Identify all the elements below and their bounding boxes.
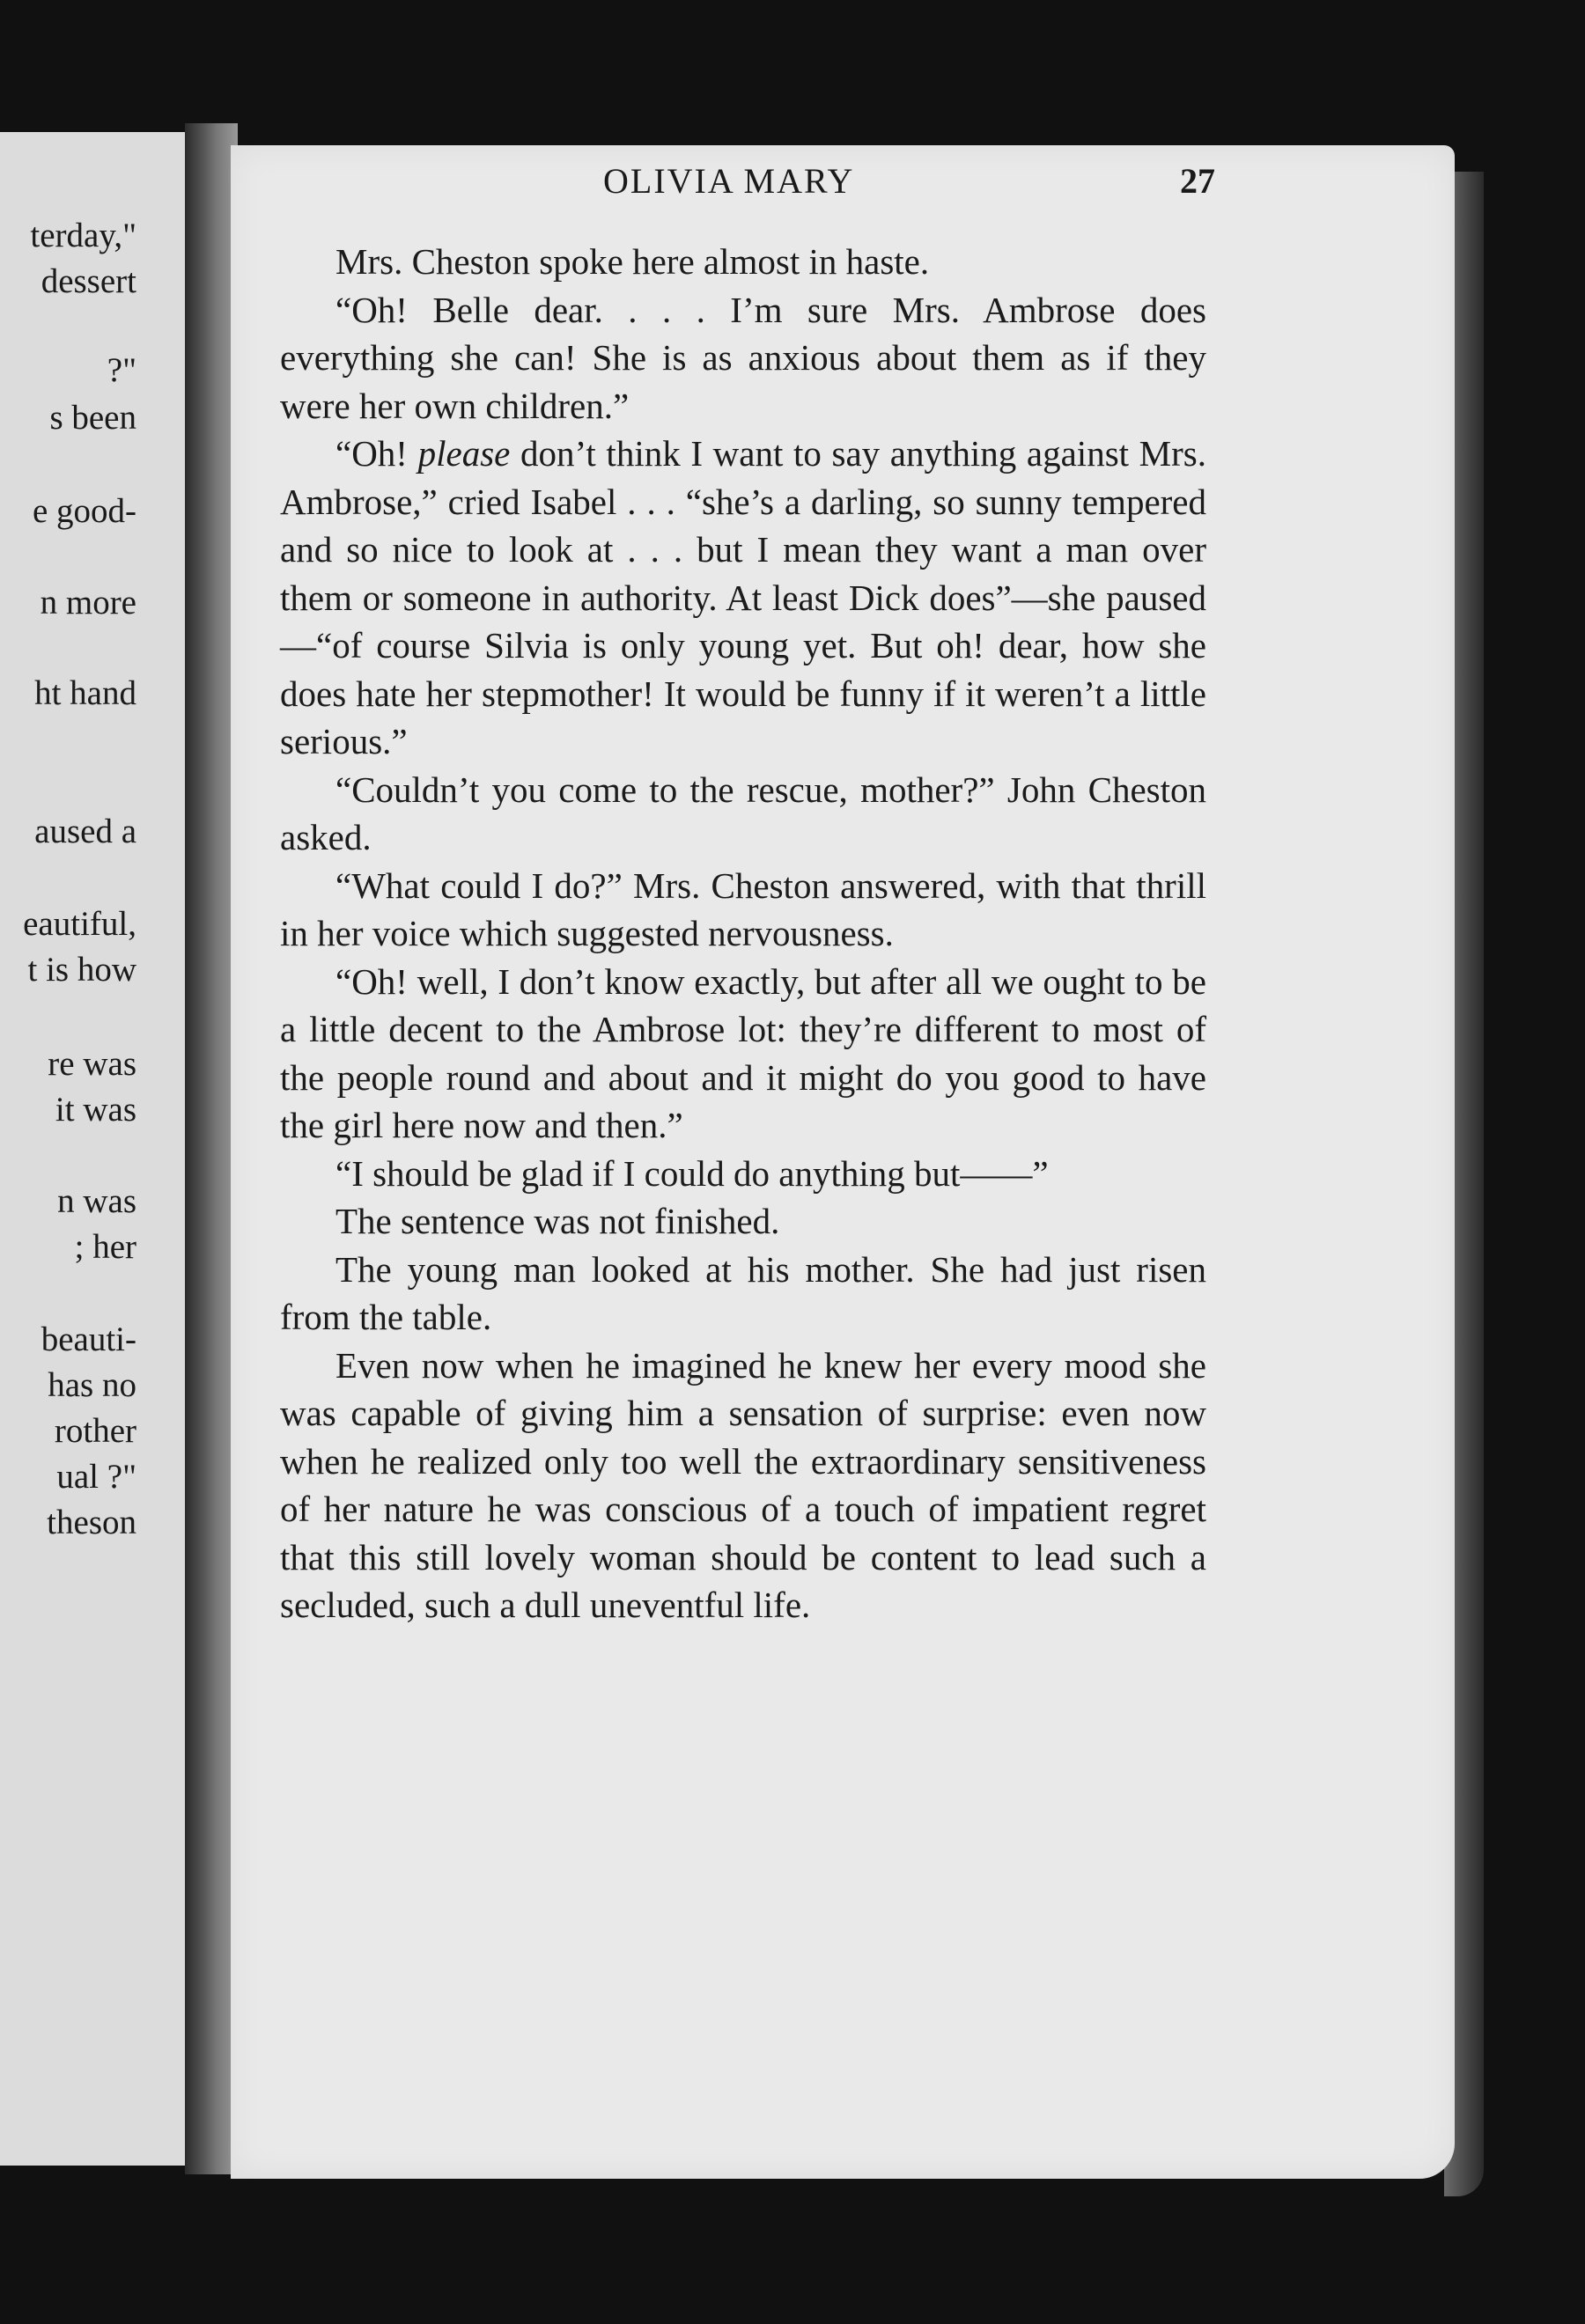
paragraph: Mrs. Cheston spoke here almost in haste. <box>335 241 930 282</box>
left-fragment: terday," <box>30 217 136 254</box>
left-fragment: t is how <box>27 951 136 989</box>
paragraph <box>280 430 1206 766</box>
paragraph: Even now when he imagined he knew her every mood she was capable of giving him a sensation of surprise: even now when he realized only too well the extraordinary sensitiveness of her nature he was conscious of a touch of impatient regret that this still lovely woman should be content to lead such a secluded, such a dull uneventful life. <box>280 1344 1206 1625</box>
left-fragment: ?" <box>107 351 136 389</box>
paragraph: The young man looked at his mother. She had just risen from the table. <box>280 1248 1206 1337</box>
left-fragment: ual ?" <box>56 1458 136 1496</box>
left-fragment: rother <box>54 1412 136 1450</box>
left-fragment: ; her <box>74 1228 136 1266</box>
left-fragment: e good- <box>32 492 136 530</box>
paragraph: “I should be glad if I could do anything but——” <box>335 1152 1049 1194</box>
left-fragment: theson <box>47 1504 136 1541</box>
left-fragment: aused a <box>34 813 136 850</box>
left-fragment: re was <box>48 1045 136 1083</box>
page-number: 27 <box>1180 161 1215 201</box>
paragraph-part: “Oh! <box>335 433 418 474</box>
paragraph: “What could I do?” Mrs. Cheston answered, with that thrill in her voice which suggested nervousness. <box>280 864 1206 953</box>
paragraph: The sentence was not finished. <box>335 1201 780 1241</box>
paragraph-part: don’t think I want to say anything against Mrs. Ambrose,” cried Isabel . . . “she’s a darling, so sunny tempered and so nice to look at . . . but I mean they want a man over them or someone in authority. At least Dick does”—she paused—“of course Silvia is only young yet. But oh! dear, how she does hate her stepmother! It would be funny if it weren’t a little serious.” <box>280 433 1206 761</box>
left-fragment: beauti- <box>41 1320 136 1358</box>
left-fragment: eautiful, <box>23 905 136 943</box>
left-fragment: dessert <box>41 262 136 300</box>
running-title: OLIVIA MARY <box>603 161 855 201</box>
left-fragment: has no <box>48 1366 136 1404</box>
left-fragment: s been <box>49 399 136 437</box>
left-fragment: n more <box>40 584 136 621</box>
body-text <box>280 238 1206 1629</box>
left-fragment: it was <box>55 1091 136 1129</box>
left-fragment: n was <box>57 1182 136 1220</box>
binding-gutter <box>185 123 238 2174</box>
facing-page-left <box>0 132 189 2166</box>
paragraph: “Oh! Belle dear. . . . I’m sure Mrs. Ambrose does everything she can! She is as anxious about them as if they were her own children.” <box>280 289 1206 426</box>
paragraph: “Couldn’t you come to the rescue, mother?” John Cheston asked. <box>280 769 1206 857</box>
emphasis-text: please <box>417 433 511 474</box>
left-fragment: ht hand <box>34 674 136 712</box>
paragraph: “Oh! well, I don’t know exactly, but after all we ought to be a little decent to the Ambrose lot: they’re different to most of the people round and about and it might do you good to have the girl here now and then.” <box>280 960 1206 1145</box>
